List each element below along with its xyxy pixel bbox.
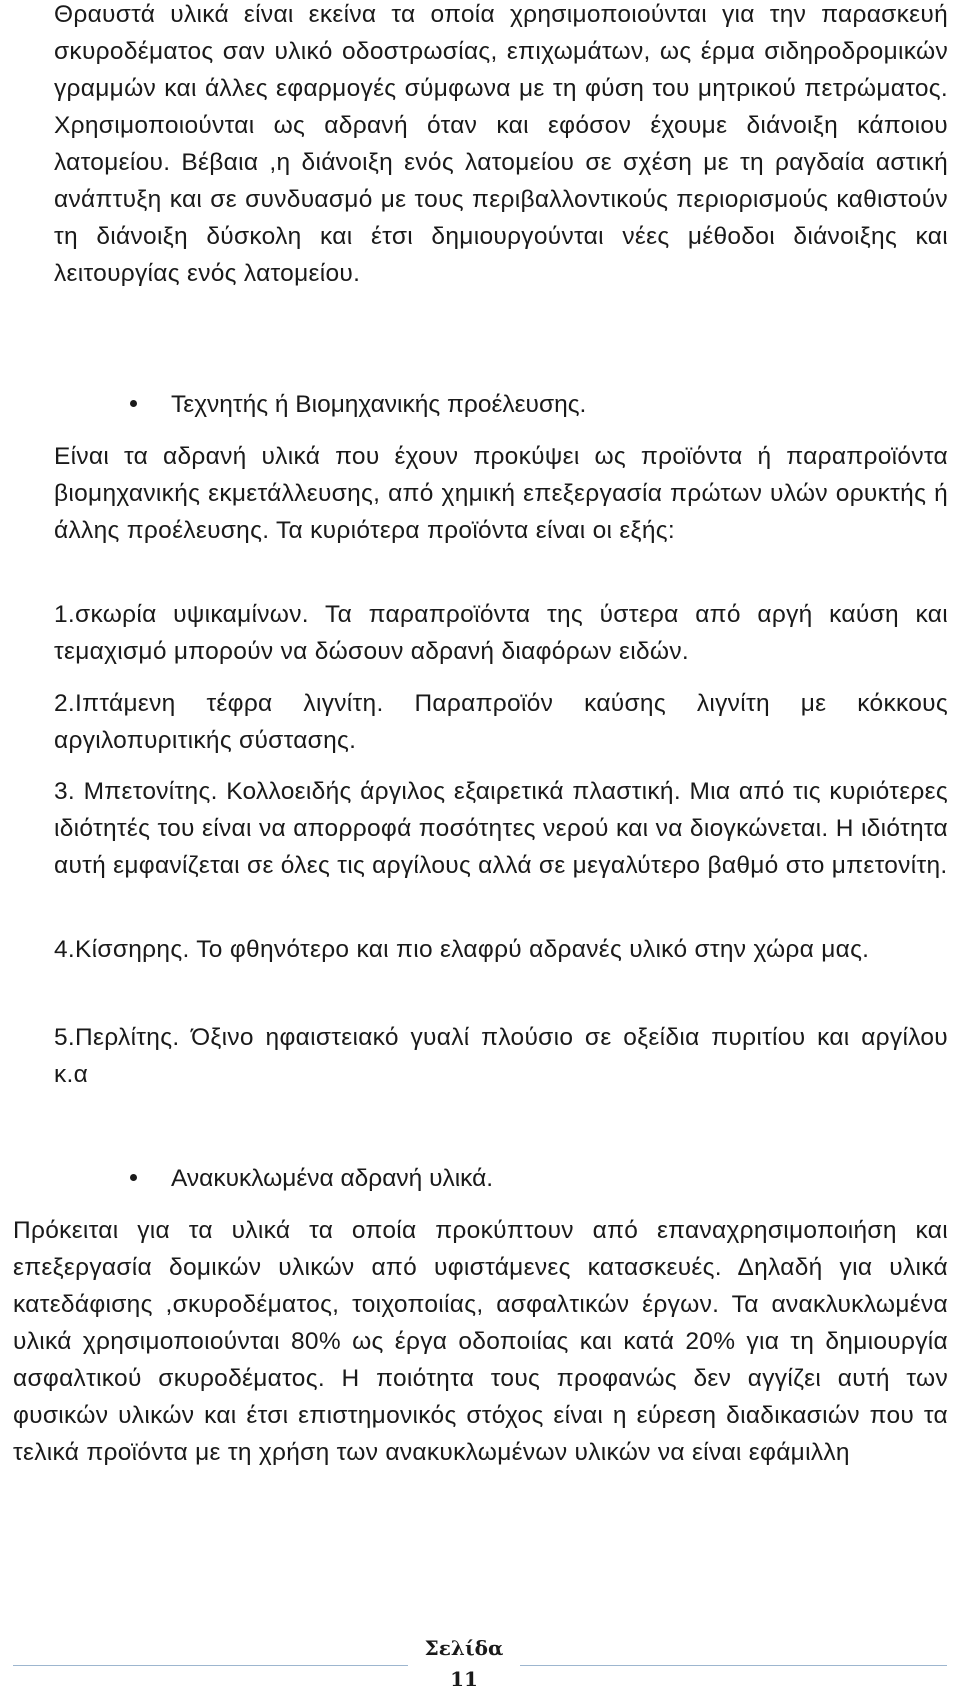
page-number: 11 [450, 1667, 478, 1691]
list-item-perlite: 5.Περλίτης. Όξινο ηφαιστειακό γυαλί πλούσιο σε οξείδια πυριτίου και αργίλου κ.α [54, 1024, 948, 1088]
footer-rule-right [520, 1665, 947, 1666]
paragraph-recycled-materials: Πρόκειται για τα υλικά τα οποία προκύπτουν από επαναχρησιμοποιήση και επεξεργασία δομικών υλικών από υφιστάμενες κατασκευές. Δηλαδή για υλικά κατεδάφισης ,σκυροδέματος, τοιχοποιίας, ασφαλτικών έργων. Τα ανακλυκλωμένα υλικά χρησιμοποιούνται 80% ως έργα οδοποιίας και κατά 20% για τη δημιουργία ασφαλτικού σκυροδέματος. Η ποιότητα τους προφανώς δεν αγγίζει αυτή των φυσικών υλικών και έτσι επιστημονικός στόχος είναι η εύρεση διαδικασιών που τα τελικά προϊόντα με τη χρήση των ανακυκλωμένων υλικών να είναι εφάμιλλη [13, 1217, 948, 1466]
bullet-icon [130, 400, 137, 407]
bullet-label: Ανακυκλωμένα αδρανή υλικά. [171, 1165, 494, 1192]
paragraph-crushed-materials: Θραυστά υλικά είναι εκείνα τα οποία χρησιμοποιούνται για την παρασκευή σκυροδέματος σαν υλικό οδοστρωσίας, επιχωμάτων, ως έρμα σιδηροδρομικών γραμμών και άλλες εφαρμογές σύμφωνα με τη φύση του μητρικού πετρώματος. Χρησιμοποιούνται ως αδρανή όταν και εφόσον έχουμε διάνοιξη κάποιου λατομείου. Βέβαια ,η διάνοιξη ενός λατομείου σε σχέση με τη ραγδαία αστική ανάπτυξη και σε συνδυασμό με τους περιβαλλοντικούς περιορισμούς καθιστούν τη διάνοιξη δύσκολη και έτσι δημιουργούνται νέες μέθοδοι διάνοιξης και λειτουργίας ενός λατομείου. [54, 1, 948, 287]
bullet-industrial-origin [130, 386, 586, 423]
list-item-pumice: 4.Κίσσηρης. Το φθηνότερο και πιο ελαφρύ αδρανές υλικό στην χώρα μας. [54, 936, 870, 963]
paragraph-industrial-aggregates: Είναι τα αδρανή υλικά που έχουν προκύψει ως προϊόντα ή παραπροϊόντα βιομηχανικής εκμετάλλευσης, από χημική επεξεργασία πρώτων υλών ορυκτής ή άλλης προέλευσης. Τα κυριότερα προϊόντα είναι οι εξής: [54, 443, 948, 544]
page-label: Σελίδα [424, 1636, 504, 1660]
list-item-bentonite: 3. Μπετονίτης. Κολλοειδής άργιλος εξαιρετικά πλαστική. Μια από τις κυριότερες ιδιότητές του είναι να απορροφά ποσότητες νερού και να διογκώνεται. Η ιδιότητα αυτή εμφανίζεται σε όλες τις αργίλους αλλά σε μεγαλύτερο βαθμό στο μπετονίτη. [54, 778, 948, 879]
page-footer [408, 1633, 520, 1695]
list-item-slag: 1.σκωρία υψικαμίνων. Τα παραπροϊόντα της ύστερα από αργή καύση και τεμαχισμό μπορούν να δώσουν αδρανή διαφόρων ειδών. [54, 601, 948, 665]
bullet-label: Τεχνητής ή Βιομηχανικής προέλευσης. [171, 391, 587, 418]
footer-rule-left [13, 1665, 408, 1666]
bullet-recycled-aggregates [130, 1160, 493, 1197]
list-item-fly-ash: 2.Ιπτάμενη τέφρα λιγνίτη. Παραπροϊόν καύσης λιγνίτη με κόκκους αργιλοπυριτικής σύστασης. [54, 690, 948, 754]
bullet-icon [130, 1174, 137, 1181]
